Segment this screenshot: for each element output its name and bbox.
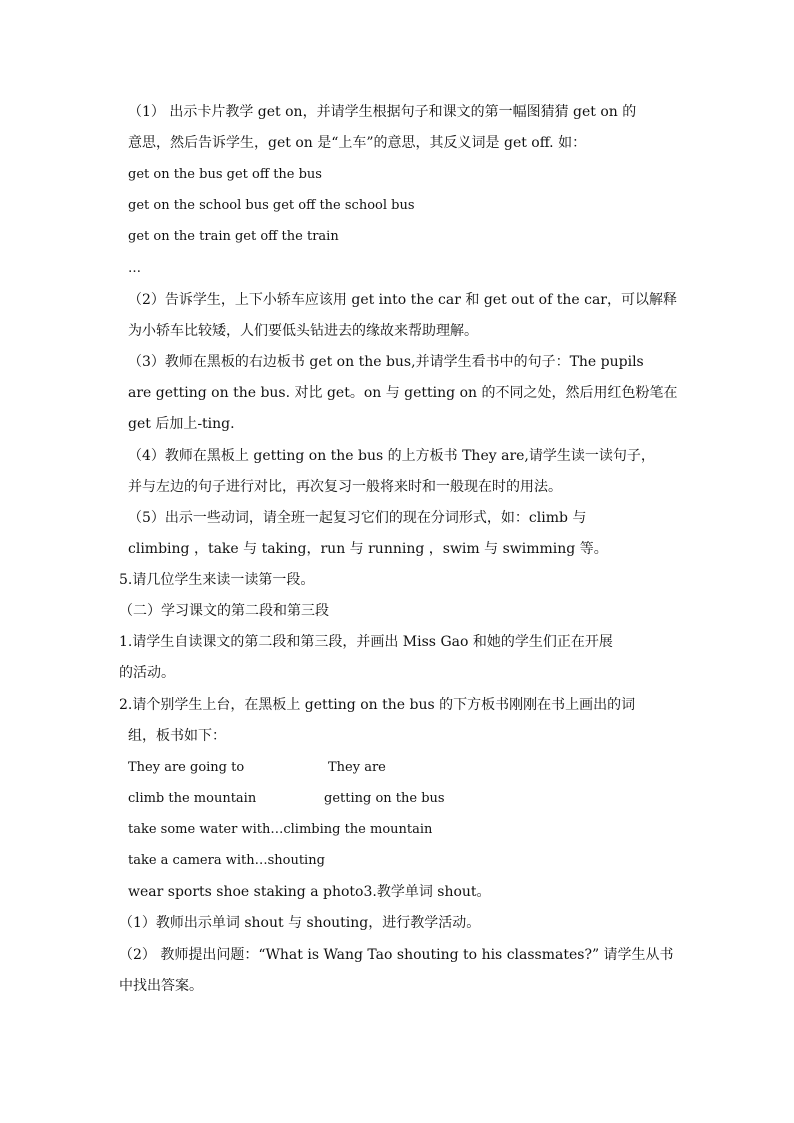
example-line: get on the school bus get off the school bus	[128, 198, 415, 213]
paragraph-line: 的活动。	[119, 665, 175, 681]
board-right-line: They are	[328, 760, 386, 775]
paragraph-line: climbing ，take 与 taking，run 与 running ，swim 与 swimming 等。	[128, 541, 608, 557]
paragraph-line: 组，板书如下：	[128, 728, 226, 744]
paragraph-line: 中找出答案。	[119, 978, 203, 994]
board-line: take some water with…climbing the mountain	[128, 822, 433, 837]
paragraph-line: are getting on the bus. 对比 get。on 与 getting on 的不同之处，然后用红色粉笔在	[128, 385, 678, 401]
section-heading: （二）学习课文的第二段和第三段	[119, 603, 329, 619]
example-line: get on the bus get off the bus	[128, 167, 322, 182]
board-right-line: getting on the bus	[324, 791, 445, 806]
paragraph-line: 5.请几位学生来读一读第一段。	[119, 572, 315, 588]
paragraph-line: （1） 出示卡片教学 get on，并请学生根据句子和课文的第一幅图猜猜 get on 的	[128, 104, 637, 120]
paragraph-line: （4）教师在黑板上 getting on the bus 的上方板书 They are,请学生读一读句子，	[128, 448, 655, 464]
paragraph-line: （1）教师出示单词 shout 与 shouting，进行教学活动。	[119, 915, 481, 931]
board-line: wear sports shoe staking a photo3.教学单词 shout。	[128, 884, 491, 900]
example-line: get on the train get off the train	[128, 229, 339, 244]
paragraph-line: 为小轿车比较矮，人们要低头钻进去的缘故来帮助理解。	[128, 323, 478, 339]
paragraph-line: （5）出示一些动词，请全班一起复习它们的现在分词形式，如：climb 与	[128, 510, 587, 526]
paragraph-line: 并与左边的句子进行对比，再次复习一般将来时和一般现在时的用法。	[128, 479, 562, 495]
paragraph-line: get 后加上-ting.	[128, 416, 235, 432]
board-left-line: They are going to	[128, 760, 245, 775]
paragraph-line: 意思，然后告诉学生，get on 是“上车”的意思，其反义词是 get off. 如：	[128, 135, 587, 151]
board-line: take a camera with…shouting	[128, 853, 325, 868]
ellipsis-line: …	[128, 261, 141, 276]
paragraph-line: 1.请学生自读课文的第二段和第三段，并画出 Miss Gao 和她的学生们正在开展	[119, 634, 613, 650]
board-left-line: climb the mountain	[128, 791, 257, 806]
paragraph-line: （2） 教师提出问题：“What is Wang Tao shouting to his classmates?” 请学生从书	[119, 947, 674, 963]
paragraph-line: （3）教师在黑板的右边板书 get on the bus,并请学生看书中的句子：The pupils	[128, 354, 644, 370]
paragraph-line: （2）告诉学生，上下小轿车应该用 get into the car 和 get out of the car，可以解释	[128, 292, 677, 308]
paragraph-line: 2.请个别学生上台，在黑板上 getting on the bus 的下方板书刚刚在书上画出的词	[119, 697, 636, 713]
